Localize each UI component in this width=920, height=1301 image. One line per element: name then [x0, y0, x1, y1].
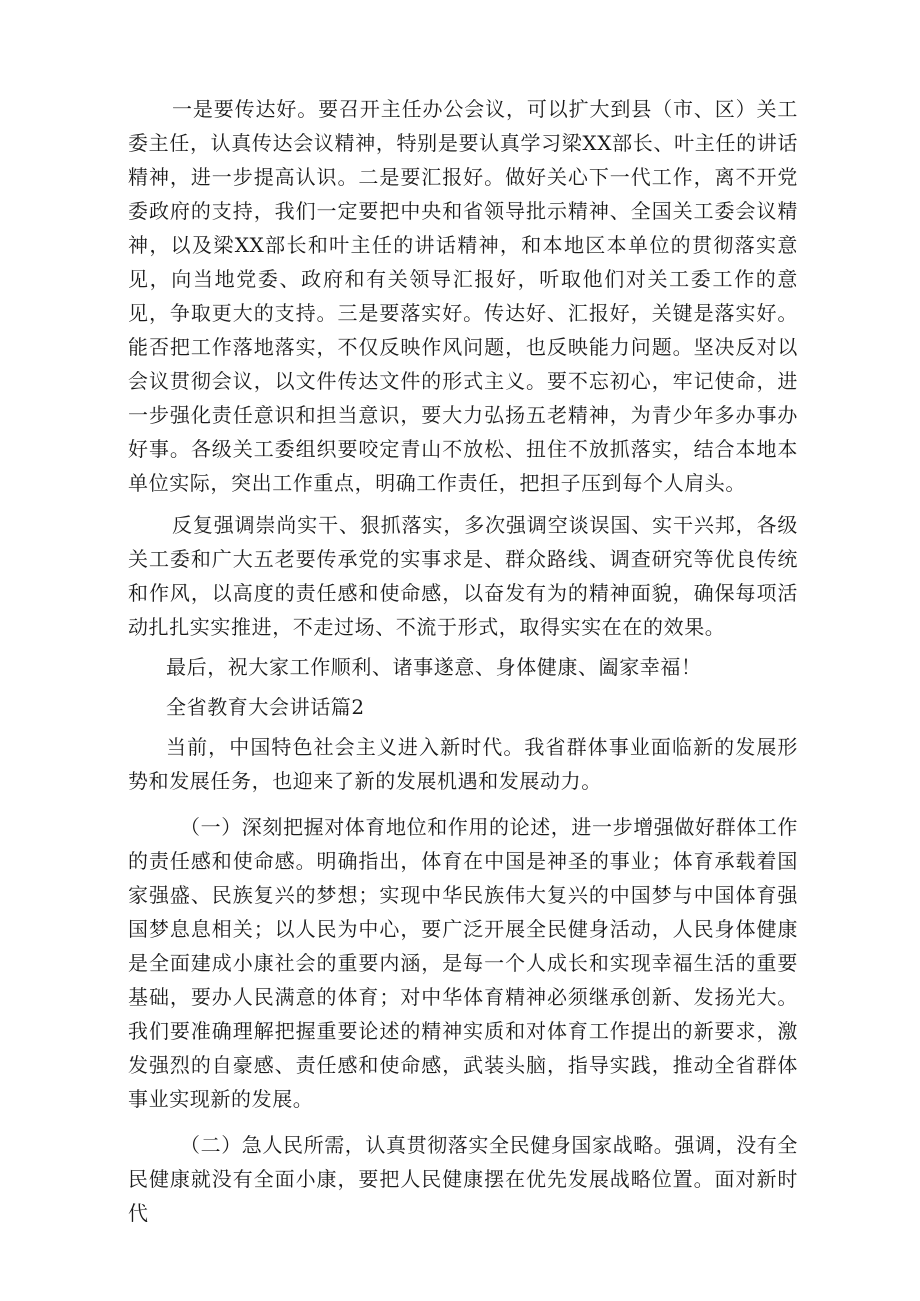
paragraph-point-two: （二）急人民所需，认真贯彻落实全民健身国家战略。强调，没有全民健康就没有全面小康，要把人民健康摆在优先发展战略位置。面对新时代 [128, 1133, 798, 1225]
paragraph-point-one: （一）深刻把握对体育地位和作用的论述，进一步增强做好群体工作的责任感和使命感。明确指出，体育在中国是神圣的事业；体育承载着国家强盛、民族复兴的梦想；实现中华民族伟大复兴的中国梦与中国体育强国梦息息相关；以人民为中心，要广泛开展全民健身活动，人民身体健康是全面建成小康社会的重要内涵，是每一个人成长和实现幸福生活的重要基础，要办人民满意的体育；对中华体育精神必须继承创新、发扬光大。我们要准确理解把握重要论述的精神实质和对体育工作提出的新要求，激发强烈的自豪感、责任感和使命感，武装头脑，指导实践，推动全省群体事业实现新的发展。 [128, 815, 798, 1111]
paragraph-new-era: 当前，中国特色社会主义进入新时代。我省群体事业面临新的发展形势和发展任务，也迎来了新的发展机遇和发展动力。 [128, 735, 798, 793]
section-heading: 全省教育大会讲话篇2 [166, 695, 365, 719]
paragraph-work-requirements: 一是要传达好。要召开主任办公会议，可以扩大到县（市、区）关工委主任，认真传达会议精神，特别是要认真学习梁XX部长、叶主任的讲话精神，进一步提高认识。二是要汇报好。做好关心下一代工作，离不开党委政府的支持，我们一定要把中央和省领导批示精神、全国关工委会议精神，以及梁XX部长和叶主任的讲话精神，和本地区本单位的贯彻落实意见，向当地党委、政府和有关领导汇报好，听取他们对关工委工作的意见，争取更大的支持。三是要落实好。传达好、汇报好，关键是落实好。能否把工作落地落实，不仅反映作风问题，也反映能力问题。坚决反对以会议贯彻会议，以文件传达文件的形式主义。要不忘初心，牢记使命，进一步强化责任意识和担当意识，要大力弘扬五老精神，为青少年多办事办好事。各级关工委组织要咬定青山不放松、扭住不放抓落实，结合本地本单位实际，突出工作重点，明确工作责任，把担子压到每个人肩头。 [128, 97, 798, 495]
paragraph-closing-wishes: 最后，祝大家工作顺利、诸事遂意、身体健康、阖家幸福！ [166, 655, 702, 679]
document-body [128, 92, 798, 1230]
paragraph-practical-work: 反复强调崇尚实干、狠抓落实，多次强调空谈误国、实干兴邦，各级关工委和广大五老要传承党的实事求是、群众路线、调查研究等优良传统和作风，以高度的责任感和使命感，以奋发有为的精神面貌，确保每项活动扎扎实实推进，不走过场、不流于形式，取得实实在在的效果。 [128, 513, 798, 639]
